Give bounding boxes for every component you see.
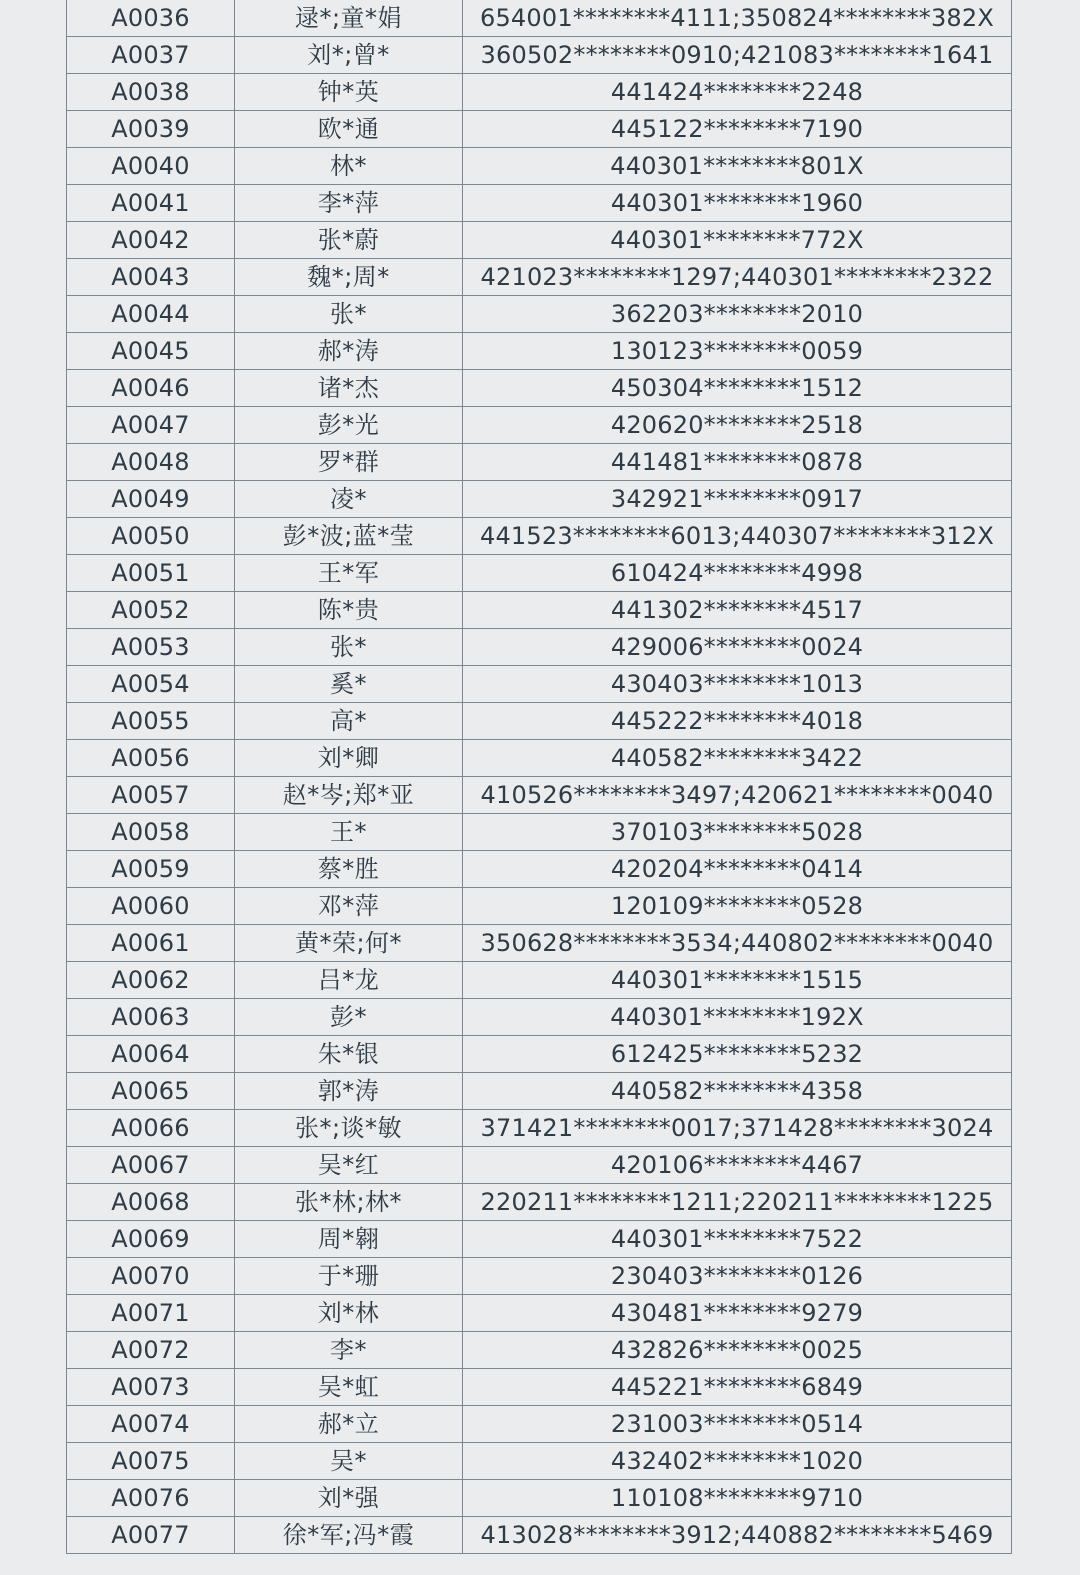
id-number-cell: 220211********1211;220211********1225 bbox=[463, 1184, 1012, 1221]
code-cell: A0062 bbox=[67, 962, 235, 999]
table-row bbox=[67, 1073, 1012, 1110]
code-cell: A0071 bbox=[67, 1295, 235, 1332]
table-row bbox=[67, 666, 1012, 703]
name-cell: 王* bbox=[235, 814, 463, 851]
name-cell: 赵*岑;郑*亚 bbox=[235, 777, 463, 814]
table-row bbox=[67, 296, 1012, 333]
name-cell: 郝*涛 bbox=[235, 333, 463, 370]
id-number-cell: 450304********1512 bbox=[463, 370, 1012, 407]
name-cell: 张*;谈*敏 bbox=[235, 1110, 463, 1147]
name-cell: 郝*立 bbox=[235, 1406, 463, 1443]
table-row bbox=[67, 1036, 1012, 1073]
code-cell: A0066 bbox=[67, 1110, 235, 1147]
name-cell: 刘*;曾* bbox=[235, 37, 463, 74]
code-cell: A0037 bbox=[67, 37, 235, 74]
table-row bbox=[67, 1480, 1012, 1517]
id-number-cell: 430481********9279 bbox=[463, 1295, 1012, 1332]
code-cell: A0064 bbox=[67, 1036, 235, 1073]
name-cell: 徐*军;冯*霞 bbox=[235, 1517, 463, 1554]
id-number-cell: 130123********0059 bbox=[463, 333, 1012, 370]
code-cell: A0055 bbox=[67, 703, 235, 740]
name-cell: 王*军 bbox=[235, 555, 463, 592]
table-row bbox=[67, 962, 1012, 999]
code-cell: A0068 bbox=[67, 1184, 235, 1221]
id-number-cell: 440582********4358 bbox=[463, 1073, 1012, 1110]
code-cell: A0044 bbox=[67, 296, 235, 333]
code-cell: A0052 bbox=[67, 592, 235, 629]
name-cell: 张* bbox=[235, 296, 463, 333]
name-cell: 周*翱 bbox=[235, 1221, 463, 1258]
name-cell: 李*萍 bbox=[235, 185, 463, 222]
id-number-cell: 654001********4111;350824********382X bbox=[463, 0, 1012, 37]
table-row bbox=[67, 703, 1012, 740]
id-number-cell: 429006********0024 bbox=[463, 629, 1012, 666]
id-number-cell: 441523********6013;440307********312X bbox=[463, 518, 1012, 555]
id-number-cell: 440301********7522 bbox=[463, 1221, 1012, 1258]
code-cell: A0043 bbox=[67, 259, 235, 296]
id-number-cell: 610424********4998 bbox=[463, 555, 1012, 592]
id-number-cell: 440301********192X bbox=[463, 999, 1012, 1036]
id-number-cell: 441481********0878 bbox=[463, 444, 1012, 481]
table-row bbox=[67, 1184, 1012, 1221]
code-cell: A0065 bbox=[67, 1073, 235, 1110]
name-cell: 高* bbox=[235, 703, 463, 740]
table-row bbox=[67, 148, 1012, 185]
name-cell: 朱*银 bbox=[235, 1036, 463, 1073]
code-cell: A0045 bbox=[67, 333, 235, 370]
code-cell: A0036 bbox=[67, 0, 235, 37]
table-row bbox=[67, 814, 1012, 851]
code-cell: A0038 bbox=[67, 74, 235, 111]
table-row bbox=[67, 592, 1012, 629]
code-cell: A0039 bbox=[67, 111, 235, 148]
table-row bbox=[67, 1369, 1012, 1406]
name-cell: 张* bbox=[235, 629, 463, 666]
code-cell: A0048 bbox=[67, 444, 235, 481]
table-row bbox=[67, 1332, 1012, 1369]
table-row bbox=[67, 740, 1012, 777]
code-cell: A0070 bbox=[67, 1258, 235, 1295]
name-cell: 蔡*胜 bbox=[235, 851, 463, 888]
code-cell: A0056 bbox=[67, 740, 235, 777]
id-number-cell: 445222********4018 bbox=[463, 703, 1012, 740]
table-row bbox=[67, 777, 1012, 814]
id-number-cell: 362203********2010 bbox=[463, 296, 1012, 333]
table-row bbox=[67, 1221, 1012, 1258]
table-row bbox=[67, 37, 1012, 74]
code-cell: A0069 bbox=[67, 1221, 235, 1258]
table-row bbox=[67, 370, 1012, 407]
name-cell: 陈*贵 bbox=[235, 592, 463, 629]
id-number-cell: 110108********9710 bbox=[463, 1480, 1012, 1517]
code-cell: A0059 bbox=[67, 851, 235, 888]
id-number-cell: 440301********772X bbox=[463, 222, 1012, 259]
table-row bbox=[67, 0, 1012, 37]
name-cell: 吕*龙 bbox=[235, 962, 463, 999]
id-number-cell: 230403********0126 bbox=[463, 1258, 1012, 1295]
name-cell: 刘*强 bbox=[235, 1480, 463, 1517]
code-cell: A0040 bbox=[67, 148, 235, 185]
id-number-cell: 440301********1515 bbox=[463, 962, 1012, 999]
id-number-cell: 231003********0514 bbox=[463, 1406, 1012, 1443]
table-row bbox=[67, 481, 1012, 518]
id-number-cell: 440301********801X bbox=[463, 148, 1012, 185]
name-cell: 凌* bbox=[235, 481, 463, 518]
table-row bbox=[67, 259, 1012, 296]
name-cell: 奚* bbox=[235, 666, 463, 703]
id-number-cell: 120109********0528 bbox=[463, 888, 1012, 925]
id-number-cell: 445221********6849 bbox=[463, 1369, 1012, 1406]
name-cell: 魏*;周* bbox=[235, 259, 463, 296]
name-cell: 诸*杰 bbox=[235, 370, 463, 407]
name-cell: 彭*光 bbox=[235, 407, 463, 444]
code-cell: A0053 bbox=[67, 629, 235, 666]
name-cell: 于*珊 bbox=[235, 1258, 463, 1295]
id-number-cell: 413028********3912;440882********5469 bbox=[463, 1517, 1012, 1554]
table-row bbox=[67, 518, 1012, 555]
table-row bbox=[67, 1295, 1012, 1332]
id-number-cell: 440582********3422 bbox=[463, 740, 1012, 777]
table-row bbox=[67, 74, 1012, 111]
registry-table-container bbox=[66, 0, 1011, 1554]
id-number-cell: 421023********1297;440301********2322 bbox=[463, 259, 1012, 296]
id-number-cell: 432826********0025 bbox=[463, 1332, 1012, 1369]
id-number-cell: 420620********2518 bbox=[463, 407, 1012, 444]
id-number-cell: 445122********7190 bbox=[463, 111, 1012, 148]
name-cell: 张*林;林* bbox=[235, 1184, 463, 1221]
name-cell: 彭* bbox=[235, 999, 463, 1036]
id-number-cell: 370103********5028 bbox=[463, 814, 1012, 851]
code-cell: A0073 bbox=[67, 1369, 235, 1406]
id-number-cell: 440301********1960 bbox=[463, 185, 1012, 222]
name-cell: 李* bbox=[235, 1332, 463, 1369]
name-cell: 黄*荣;何* bbox=[235, 925, 463, 962]
table-row bbox=[67, 888, 1012, 925]
table-row bbox=[67, 1406, 1012, 1443]
id-number-cell: 612425********5232 bbox=[463, 1036, 1012, 1073]
id-number-cell: 420204********0414 bbox=[463, 851, 1012, 888]
table-row bbox=[67, 925, 1012, 962]
table-row bbox=[67, 629, 1012, 666]
code-cell: A0074 bbox=[67, 1406, 235, 1443]
code-cell: A0041 bbox=[67, 185, 235, 222]
table-row bbox=[67, 555, 1012, 592]
table-row bbox=[67, 333, 1012, 370]
code-cell: A0058 bbox=[67, 814, 235, 851]
name-cell: 逯*;童*娟 bbox=[235, 0, 463, 37]
name-cell: 彭*波;蓝*莹 bbox=[235, 518, 463, 555]
name-cell: 吴* bbox=[235, 1443, 463, 1480]
code-cell: A0063 bbox=[67, 999, 235, 1036]
code-cell: A0057 bbox=[67, 777, 235, 814]
table-row bbox=[67, 999, 1012, 1036]
name-cell: 钟*英 bbox=[235, 74, 463, 111]
code-cell: A0061 bbox=[67, 925, 235, 962]
id-number-cell: 350628********3534;440802********0040 bbox=[463, 925, 1012, 962]
code-cell: A0076 bbox=[67, 1480, 235, 1517]
table-row bbox=[67, 1110, 1012, 1147]
name-cell: 欧*通 bbox=[235, 111, 463, 148]
table-row bbox=[67, 851, 1012, 888]
id-number-cell: 360502********0910;421083********1641 bbox=[463, 37, 1012, 74]
table-row bbox=[67, 1258, 1012, 1295]
id-number-cell: 342921********0917 bbox=[463, 481, 1012, 518]
name-cell: 罗*群 bbox=[235, 444, 463, 481]
id-number-cell: 430403********1013 bbox=[463, 666, 1012, 703]
name-cell: 刘*卿 bbox=[235, 740, 463, 777]
id-number-cell: 441424********2248 bbox=[463, 74, 1012, 111]
code-cell: A0049 bbox=[67, 481, 235, 518]
table-row bbox=[67, 1147, 1012, 1184]
registry-table-body bbox=[67, 0, 1012, 1554]
code-cell: A0067 bbox=[67, 1147, 235, 1184]
id-number-cell: 371421********0017;371428********3024 bbox=[463, 1110, 1012, 1147]
code-cell: A0047 bbox=[67, 407, 235, 444]
table-row bbox=[67, 1443, 1012, 1480]
name-cell: 吴*虹 bbox=[235, 1369, 463, 1406]
table-row bbox=[67, 222, 1012, 259]
name-cell: 吴*红 bbox=[235, 1147, 463, 1184]
code-cell: A0051 bbox=[67, 555, 235, 592]
registry-table bbox=[66, 0, 1012, 1554]
table-row bbox=[67, 111, 1012, 148]
id-number-cell: 420106********4467 bbox=[463, 1147, 1012, 1184]
code-cell: A0060 bbox=[67, 888, 235, 925]
name-cell: 邓*萍 bbox=[235, 888, 463, 925]
table-row bbox=[67, 407, 1012, 444]
code-cell: A0046 bbox=[67, 370, 235, 407]
code-cell: A0072 bbox=[67, 1332, 235, 1369]
code-cell: A0077 bbox=[67, 1517, 235, 1554]
id-number-cell: 410526********3497;420621********0040 bbox=[463, 777, 1012, 814]
code-cell: A0050 bbox=[67, 518, 235, 555]
name-cell: 郭*涛 bbox=[235, 1073, 463, 1110]
name-cell: 张*蔚 bbox=[235, 222, 463, 259]
table-row bbox=[67, 185, 1012, 222]
id-number-cell: 432402********1020 bbox=[463, 1443, 1012, 1480]
code-cell: A0042 bbox=[67, 222, 235, 259]
code-cell: A0054 bbox=[67, 666, 235, 703]
name-cell: 林* bbox=[235, 148, 463, 185]
code-cell: A0075 bbox=[67, 1443, 235, 1480]
name-cell: 刘*林 bbox=[235, 1295, 463, 1332]
table-row bbox=[67, 1517, 1012, 1554]
id-number-cell: 441302********4517 bbox=[463, 592, 1012, 629]
table-row bbox=[67, 444, 1012, 481]
